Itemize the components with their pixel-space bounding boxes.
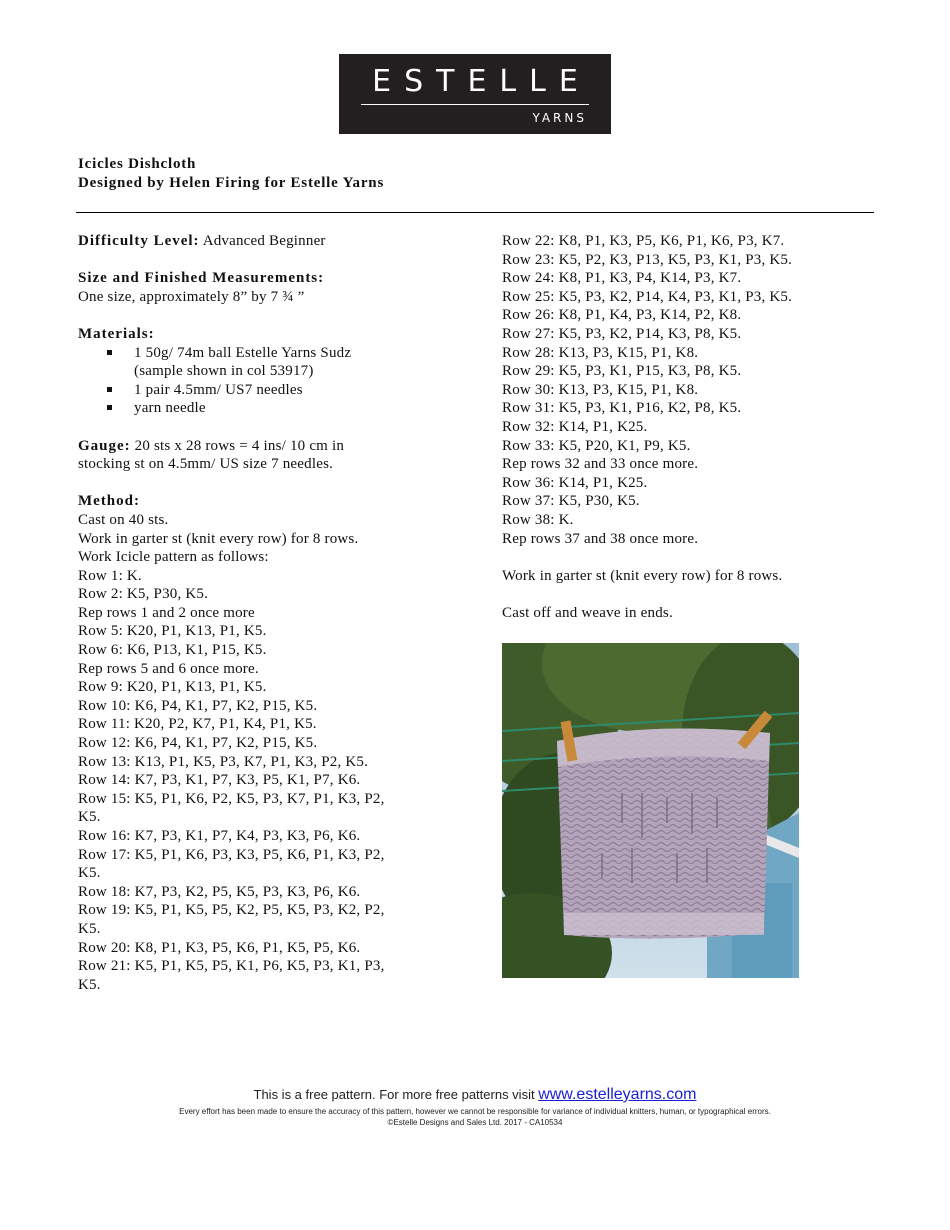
method-line: Row 9: K20, P1, K13, P1, K5. — [78, 679, 267, 696]
logo-subtitle: YARNS — [532, 111, 587, 125]
cast-off-instruction: Cast off and weave in ends. — [502, 604, 673, 621]
difficulty-line — [78, 232, 458, 251]
right-column — [502, 232, 882, 622]
method-line: K5. — [78, 809, 101, 826]
method-line: Work Icicle pattern as follows: — [78, 549, 269, 566]
method-label: Method: — [78, 493, 140, 510]
row-line: Row 33: K5, P20, K1, P9, K5. — [502, 437, 691, 454]
row-line: Row 29: K5, P3, K1, P15, K3, P8, K5. — [502, 363, 742, 380]
row-line: Row 22: K8, P1, K3, P5, K6, P1, K6, P3, K7. — [502, 233, 785, 249]
materials-item — [78, 344, 458, 381]
footer-promo — [0, 1086, 950, 1104]
left-column — [78, 232, 458, 994]
gauge-value-continued: stocking st on 4.5mm/ US size 7 needles. — [78, 456, 334, 473]
method-line: K5. — [78, 976, 101, 993]
pattern-designer: Designed by Helen Firing for Estelle Yarns — [78, 174, 385, 191]
method-line: Row 15: K5, P1, K6, P2, K5, P3, K7, P1, K3, P2, — [78, 790, 385, 807]
gauge-value: 20 sts x 28 rows = 4 ins/ 10 cm in — [134, 437, 345, 454]
row-line: Row 25: K5, P3, K2, P14, K4, P3, K1, P3, K5. — [502, 288, 793, 305]
row-line: Row 37: K5, P30, K5. — [502, 493, 640, 510]
method-line: Row 20: K8, P1, K3, P5, K6, P1, K5, P5, K6. — [78, 939, 361, 956]
materials-item — [78, 381, 458, 400]
gauge-line — [78, 437, 458, 456]
method-line: Row 2: K5, P30, K5. — [78, 586, 209, 603]
materials-item-text: 1 50g/ 74m ball Estelle Yarns Sudz — [134, 344, 352, 361]
method-line: Rep rows 1 and 2 once more — [78, 604, 255, 621]
row-line: Row 38: K. — [502, 511, 574, 528]
header-divider — [76, 212, 874, 213]
size-value: One size, approximately 8” by 7 ¾ ” — [78, 288, 305, 305]
size-label: Size and Finished Measurements: — [78, 270, 325, 287]
logo-divider — [361, 104, 589, 105]
materials-item-text: yarn needle — [134, 400, 206, 417]
method-line: Row 17: K5, P1, K6, P3, K3, P5, K6, P1, K3, P2, — [78, 846, 385, 863]
pattern-header — [78, 155, 384, 192]
method-line: Row 14: K7, P3, K1, P7, K3, P5, K1, P7, K6. — [78, 772, 361, 789]
footer-legal — [0, 1106, 950, 1128]
method-line: Row 21: K5, P1, K5, P5, K1, P6, K5, P3, K1, P3, — [78, 958, 385, 975]
bullet-square-icon — [107, 405, 112, 410]
bullet-square-icon — [107, 350, 112, 355]
difficulty-label: Difficulty Level: — [78, 233, 200, 249]
row-line: Row 30: K13, P3, K15, P1, K8. — [502, 381, 699, 398]
method-line: Row 11: K20, P2, K7, P1, K4, P1, K5. — [78, 716, 317, 733]
logo-wordmark: ESTELLE — [372, 64, 591, 99]
row-line: Row 31: K5, P3, K1, P16, K2, P8, K5. — [502, 400, 742, 417]
pattern-title: Icicles Dishcloth — [78, 156, 197, 172]
method-line: Row 12: K6, P4, K1, P7, K2, P15, K5. — [78, 735, 318, 752]
bullet-square-icon — [107, 387, 112, 392]
footer-promo-text: This is a free pattern. For more free patterns visit — [253, 1087, 539, 1102]
row-line: Row 28: K13, P3, K15, P1, K8. — [502, 344, 699, 361]
method-line: Row 10: K6, P4, K1, P7, K2, P15, K5. — [78, 697, 318, 714]
row-line: Row 36: K14, P1, K25. — [502, 474, 648, 491]
row-line: Rep rows 37 and 38 once more. — [502, 530, 699, 547]
website-link[interactable]: www.estelleyarns.com — [538, 1086, 697, 1103]
method-line: Work in garter st (knit every row) for 8 rows. — [78, 530, 359, 547]
materials-list — [78, 344, 458, 418]
dishcloth-photo — [502, 643, 799, 978]
method-line: Rep rows 5 and 6 once more. — [78, 660, 259, 677]
method-line: Row 5: K20, P1, K13, P1, K5. — [78, 623, 267, 640]
row-instructions — [502, 232, 882, 548]
method-line: Row 18: K7, P3, K2, P5, K5, P3, K3, P6, K6. — [78, 883, 361, 900]
method-line: K5. — [78, 920, 101, 937]
footer-disclaimer: Every effort has been made to ensure the accuracy of this pattern, however we cannot be responsible for variance of individual knitters, human, or typographical errors. — [179, 1107, 771, 1116]
materials-item-text: (sample shown in col 53917) — [134, 363, 314, 380]
row-line: Row 23: K5, P2, K3, P13, K5, P3, K1, P3, K5. — [502, 251, 793, 268]
method-line: Row 16: K7, P3, K1, P7, K4, P3, K3, P6, K6. — [78, 828, 361, 844]
row-line: Row 32: K14, P1, K25. — [502, 418, 648, 435]
row-line: Row 27: K5, P3, K2, P14, K3, P8, K5. — [502, 325, 742, 342]
method-line: Row 19: K5, P1, K5, P5, K2, P5, K5, P3, K2, P2, — [78, 902, 385, 919]
method-line: Row 1: K. — [78, 567, 142, 584]
garter-instruction: Work in garter st (knit every row) for 8 rows. — [502, 567, 783, 584]
row-line: Rep rows 32 and 33 once more. — [502, 456, 699, 473]
materials-item-text: 1 pair 4.5mm/ US7 needles — [134, 381, 303, 398]
method-line: Cast on 40 sts. — [78, 511, 169, 528]
materials-label: Materials: — [78, 325, 155, 342]
method-line: Row 13: K13, P1, K5, P3, K7, P1, K3, P2, K5. — [78, 753, 369, 770]
method-line: K5. — [78, 865, 101, 882]
footer-copyright: ©Estelle Designs and Sales Ltd. 2017 - CA10534 — [387, 1118, 563, 1127]
estelle-yarns-logo — [339, 54, 611, 134]
method-line: Row 6: K6, P13, K1, P15, K5. — [78, 642, 267, 659]
difficulty-value: Advanced Beginner — [202, 233, 326, 249]
row-line: Row 26: K8, P1, K4, P3, K14, P2, K8. — [502, 307, 742, 324]
materials-item — [78, 399, 458, 418]
row-line: Row 24: K8, P1, K3, P4, K14, P3, K7. — [502, 270, 742, 287]
method-instructions — [78, 511, 458, 994]
gauge-label: Gauge: — [78, 437, 131, 454]
